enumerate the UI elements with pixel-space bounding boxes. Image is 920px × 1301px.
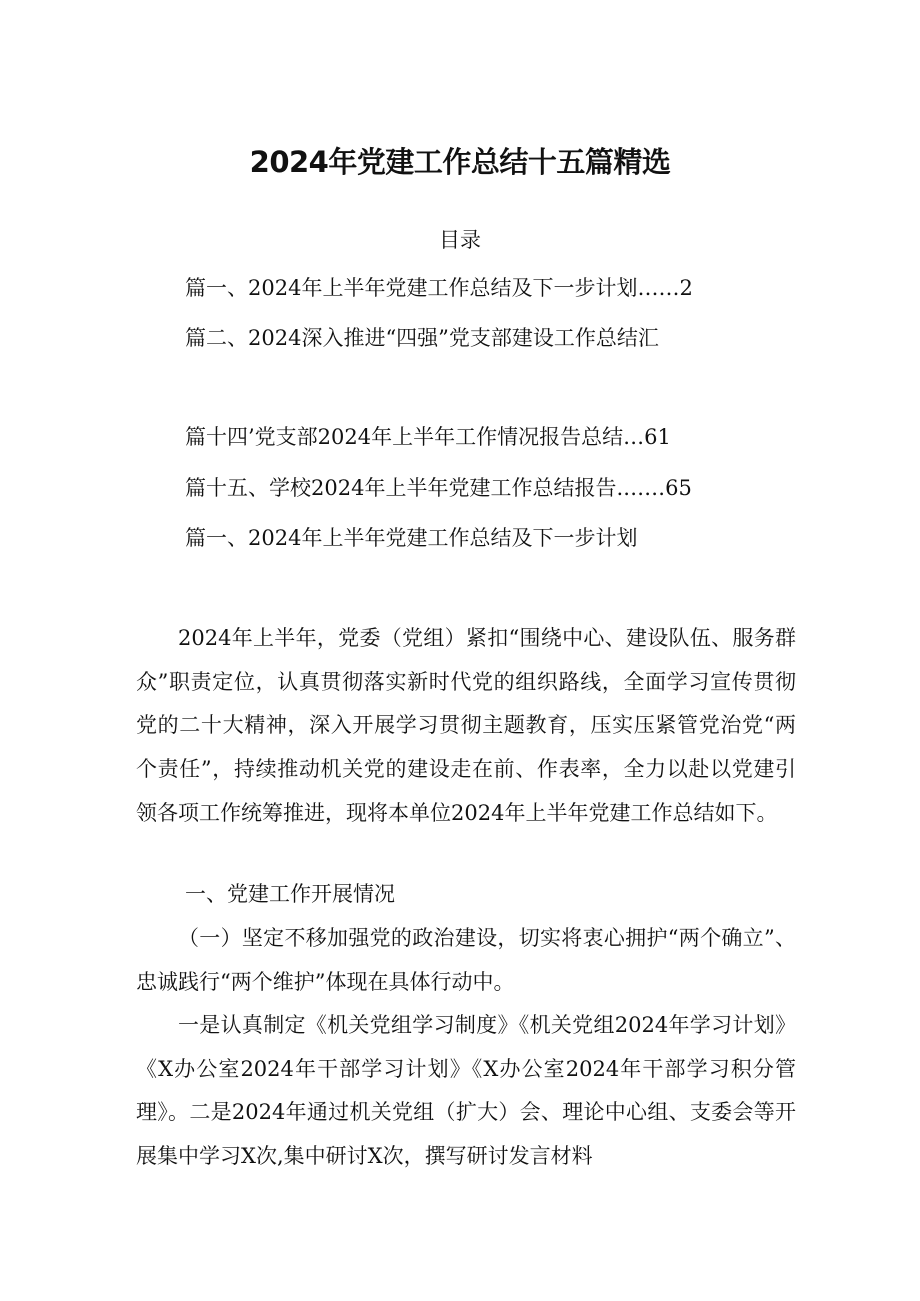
toc-entry: 篇十四’党支部2024年上半年工作情况报告总结…61 [185, 425, 671, 449]
body-paragraph: 一是认真制定《机关党组学习制度》《机关党组2024年学习计划》《X办公室2024年干部学习计划》《X办公室2024年干部学习积分管理》。二是2024年通过机关党组（扩大）会、理论中心组、支委会等开展集中学习X次,集中研讨X次，撰写研讨发言材料 [136, 1013, 796, 1169]
toc-heading: 目录 [439, 228, 481, 252]
body-paragraph: （一）坚定不移加强党的政治建设，切实将衷心拥护“两个确立”、忠诚践行“两个维护”体现在具体行动中。 [136, 926, 796, 994]
document-title: 2024年党建工作总结十五篇精选 [249, 145, 671, 179]
toc-entry: 篇二、2024深入推进“四强”党支部建设工作总结汇 [185, 326, 659, 350]
subsection-heading: 一、党建工作开展情况 [185, 882, 395, 906]
toc-entry: 篇十五、学校2024年上半年党建工作总结报告.……65 [185, 476, 692, 500]
body-paragraph: 2024年上半年，党委（党组）紧扣“围绕中心、建设队伍、服务群众”职责定位，认真贯彻落实新时代党的组织路线，全面学习宣传贯彻党的二十大精神，深入开展学习贯彻主题教育，压实压紧管党治党“两个责任”，持续推动机关党的建设走在前、作表率，全力以赴以党建引领各项工作统筹推进，现将本单位2024年上半年党建工作总结如下。 [136, 626, 796, 825]
toc-entry: 篇一、2024年上半年党建工作总结及下一步计划……2 [185, 276, 693, 300]
section-heading: 篇一、2024年上半年党建工作总结及下一步计划 [185, 526, 638, 550]
